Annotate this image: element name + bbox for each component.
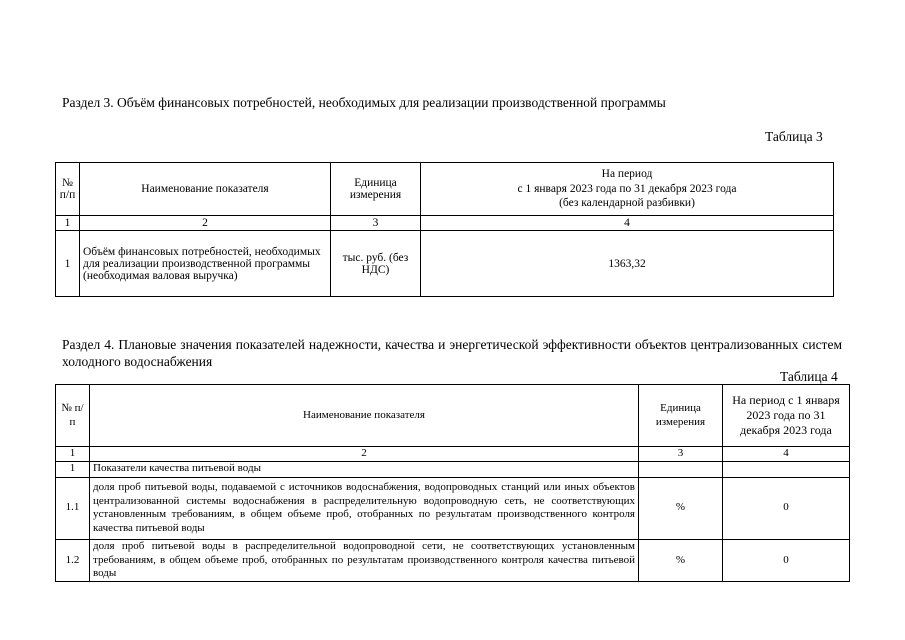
row-unit: тыс. руб. (без НДС) — [331, 231, 421, 297]
table-row — [56, 477, 850, 539]
header-period: На период с 1 января 2023 года по 31 декабря 2023 года — [723, 385, 850, 447]
table-row-group — [56, 461, 850, 477]
header-period-line2: с 1 января 2023 года по 31 декабря 2023 года — [517, 182, 737, 195]
row-name: Объём финансовых потребностей, необходимых для реализации производственной программы (необходимая валовая выручка) — [80, 231, 331, 297]
colnum-3: 3 — [639, 447, 723, 462]
table-4 — [55, 384, 850, 582]
colnum-1: 1 — [56, 447, 90, 462]
table4-colnum-row — [56, 447, 850, 462]
table3-header-row — [56, 163, 834, 216]
group-unit — [639, 461, 723, 477]
colnum-4: 4 — [421, 216, 834, 231]
header-num: № п/п — [56, 385, 90, 447]
row-name: доля проб питьевой воды, подаваемой с источников водоснабжения, водопроводных станций или иных объектов централизованной системы водоснабжения в распределительную водопроводную сеть, не соответствующих установленным требованиям, в общем объеме проб, отобранных по результатам производственного контроля качества питьевой воды — [90, 477, 639, 539]
header-num: № п/п — [56, 163, 80, 216]
group-num: 1 — [56, 461, 90, 477]
table4-caption: Таблица 4 — [780, 369, 838, 384]
colnum-1: 1 — [56, 216, 80, 231]
section3-heading: Раздел 3. Объём финансовых потребностей, необходимых для реализации производственной программы — [62, 95, 666, 110]
table3-caption: Таблица 3 — [765, 129, 823, 144]
row-name: доля проб питьевой воды в распределительной водопроводной сети, не соответствующих установленным требованиям, в общем объеме проб, отобранных по результатам производственного контроля качества питьевой воды — [90, 539, 639, 581]
table-3 — [55, 162, 834, 297]
header-unit: Единица измерения — [639, 385, 723, 447]
header-period-line1: На период — [601, 168, 653, 181]
header-name: Наименование показателя — [80, 163, 331, 216]
row-num: 1.1 — [56, 477, 90, 539]
row-num: 1 — [56, 231, 80, 297]
row-num: 1.2 — [56, 539, 90, 581]
group-value — [723, 461, 850, 477]
row-unit: % — [639, 539, 723, 581]
section4-heading: Раздел 4. Плановые значения показателей надежности, качества и энергетической эффективности объектов централизованных систем холодного водоснабжения — [62, 337, 842, 369]
table3-colnum-row — [56, 216, 834, 231]
colnum-4: 4 — [723, 447, 850, 462]
row-value: 0 — [723, 477, 850, 539]
table4-header-row — [56, 385, 850, 447]
header-unit: Единица измерения — [331, 163, 421, 216]
row-unit: % — [639, 477, 723, 539]
header-period — [421, 163, 834, 216]
header-period-line3: (без календарной разбивки) — [559, 197, 695, 210]
table-row — [56, 539, 850, 581]
row-value: 0 — [723, 539, 850, 581]
colnum-2: 2 — [90, 447, 639, 462]
row-value: 1363,32 — [421, 231, 834, 297]
colnum-3: 3 — [331, 216, 421, 231]
table-row — [56, 231, 834, 297]
group-name: Показатели качества питьевой воды — [90, 461, 639, 477]
header-name: Наименование показателя — [90, 385, 639, 447]
colnum-2: 2 — [80, 216, 331, 231]
